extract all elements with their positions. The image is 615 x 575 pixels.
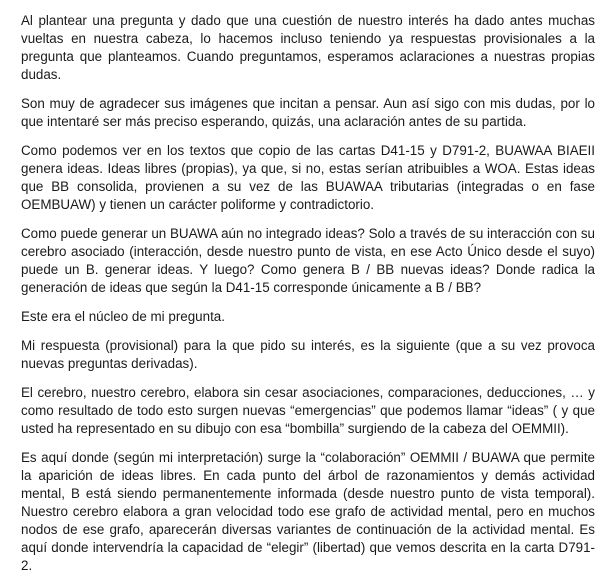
paragraph-2: Son muy de agradecer sus imágenes que incitan a pensar. Aun así sigo con mis dudas, por lo que intentaré ser más preciso esperando, quizás, una aclaración antes de su partida.	[21, 96, 595, 129]
paragraph-1: Al plantear una pregunta y dado que una cuestión de nuestro interés ha dado antes muchas vueltas en nuestra cabeza, lo hacemos incluso teniendo ya respuestas provisionales a la pregunta que planteamos. Cuando preguntamos, esperamos aclaraciones a nuestras propias dudas.	[21, 13, 595, 82]
paragraph-4: Como puede generar un BUAWA aún no integrado ideas? Solo a través de su interacción con su cerebro asociado (interacción, desde nuestro punto de vista, en ese Acto Único desde el suyo) puede un B. generar ideas. Y luego? Como genera B / BB nuevas ideas? Donde radica la generación de ideas que según la D41-15 corresponde únicamente a B / BB?	[21, 226, 595, 295]
paragraph-5: Este era el núcleo de mi pregunta.	[21, 309, 225, 324]
paragraph-7: El cerebro, nuestro cerebro, elabora sin cesar asociaciones, comparaciones, deducciones, … y como resultado de todo esto surgen nuevas “emergencias” que podemos llamar “ideas” ( y que usted ha representado en su dibujo con esa “bombilla” surgiendo de la cabeza del OEMMII).	[21, 385, 595, 436]
paragraph-6: Mi respuesta (provisional) para la que pido su interés, es la siguiente (que a su vez provoca nuevas preguntas derivadas).	[21, 338, 595, 371]
paragraph-3: Como podemos ver en los textos que copio de las cartas D41-15 y D791-2, BUAWAA BIAEII genera ideas. Ideas libres (propias), ya que, si no, estas serían atribuibles a WOA. Estas ideas que BB consolida, provienen a su vez de las BUAWAA tributarias (integradas o en fase OEMBUAW) y tienen un carácter poliforme y contradictorio.	[21, 143, 595, 212]
paragraph-8: Es aquí donde (según mi interpretación) surge la “colaboración” OEMMII / BUAWA que permite la aparición de ideas libres. En cada punto del árbol de razonamientos y demás actividad mental, B está siendo permanentemente informada (desde nuestro punto de vista temporal). Nuestro cerebro elabora a gran velocidad todo ese grafo de actividad mental, pero en muchos nodos de ese grafo, aparecerán diversas variantes de continuación de la actividad mental. Es aquí donde intervendría la capacidad de “elegir” (libertad) que vemos descrita en la carta D791-2.	[21, 450, 595, 573]
